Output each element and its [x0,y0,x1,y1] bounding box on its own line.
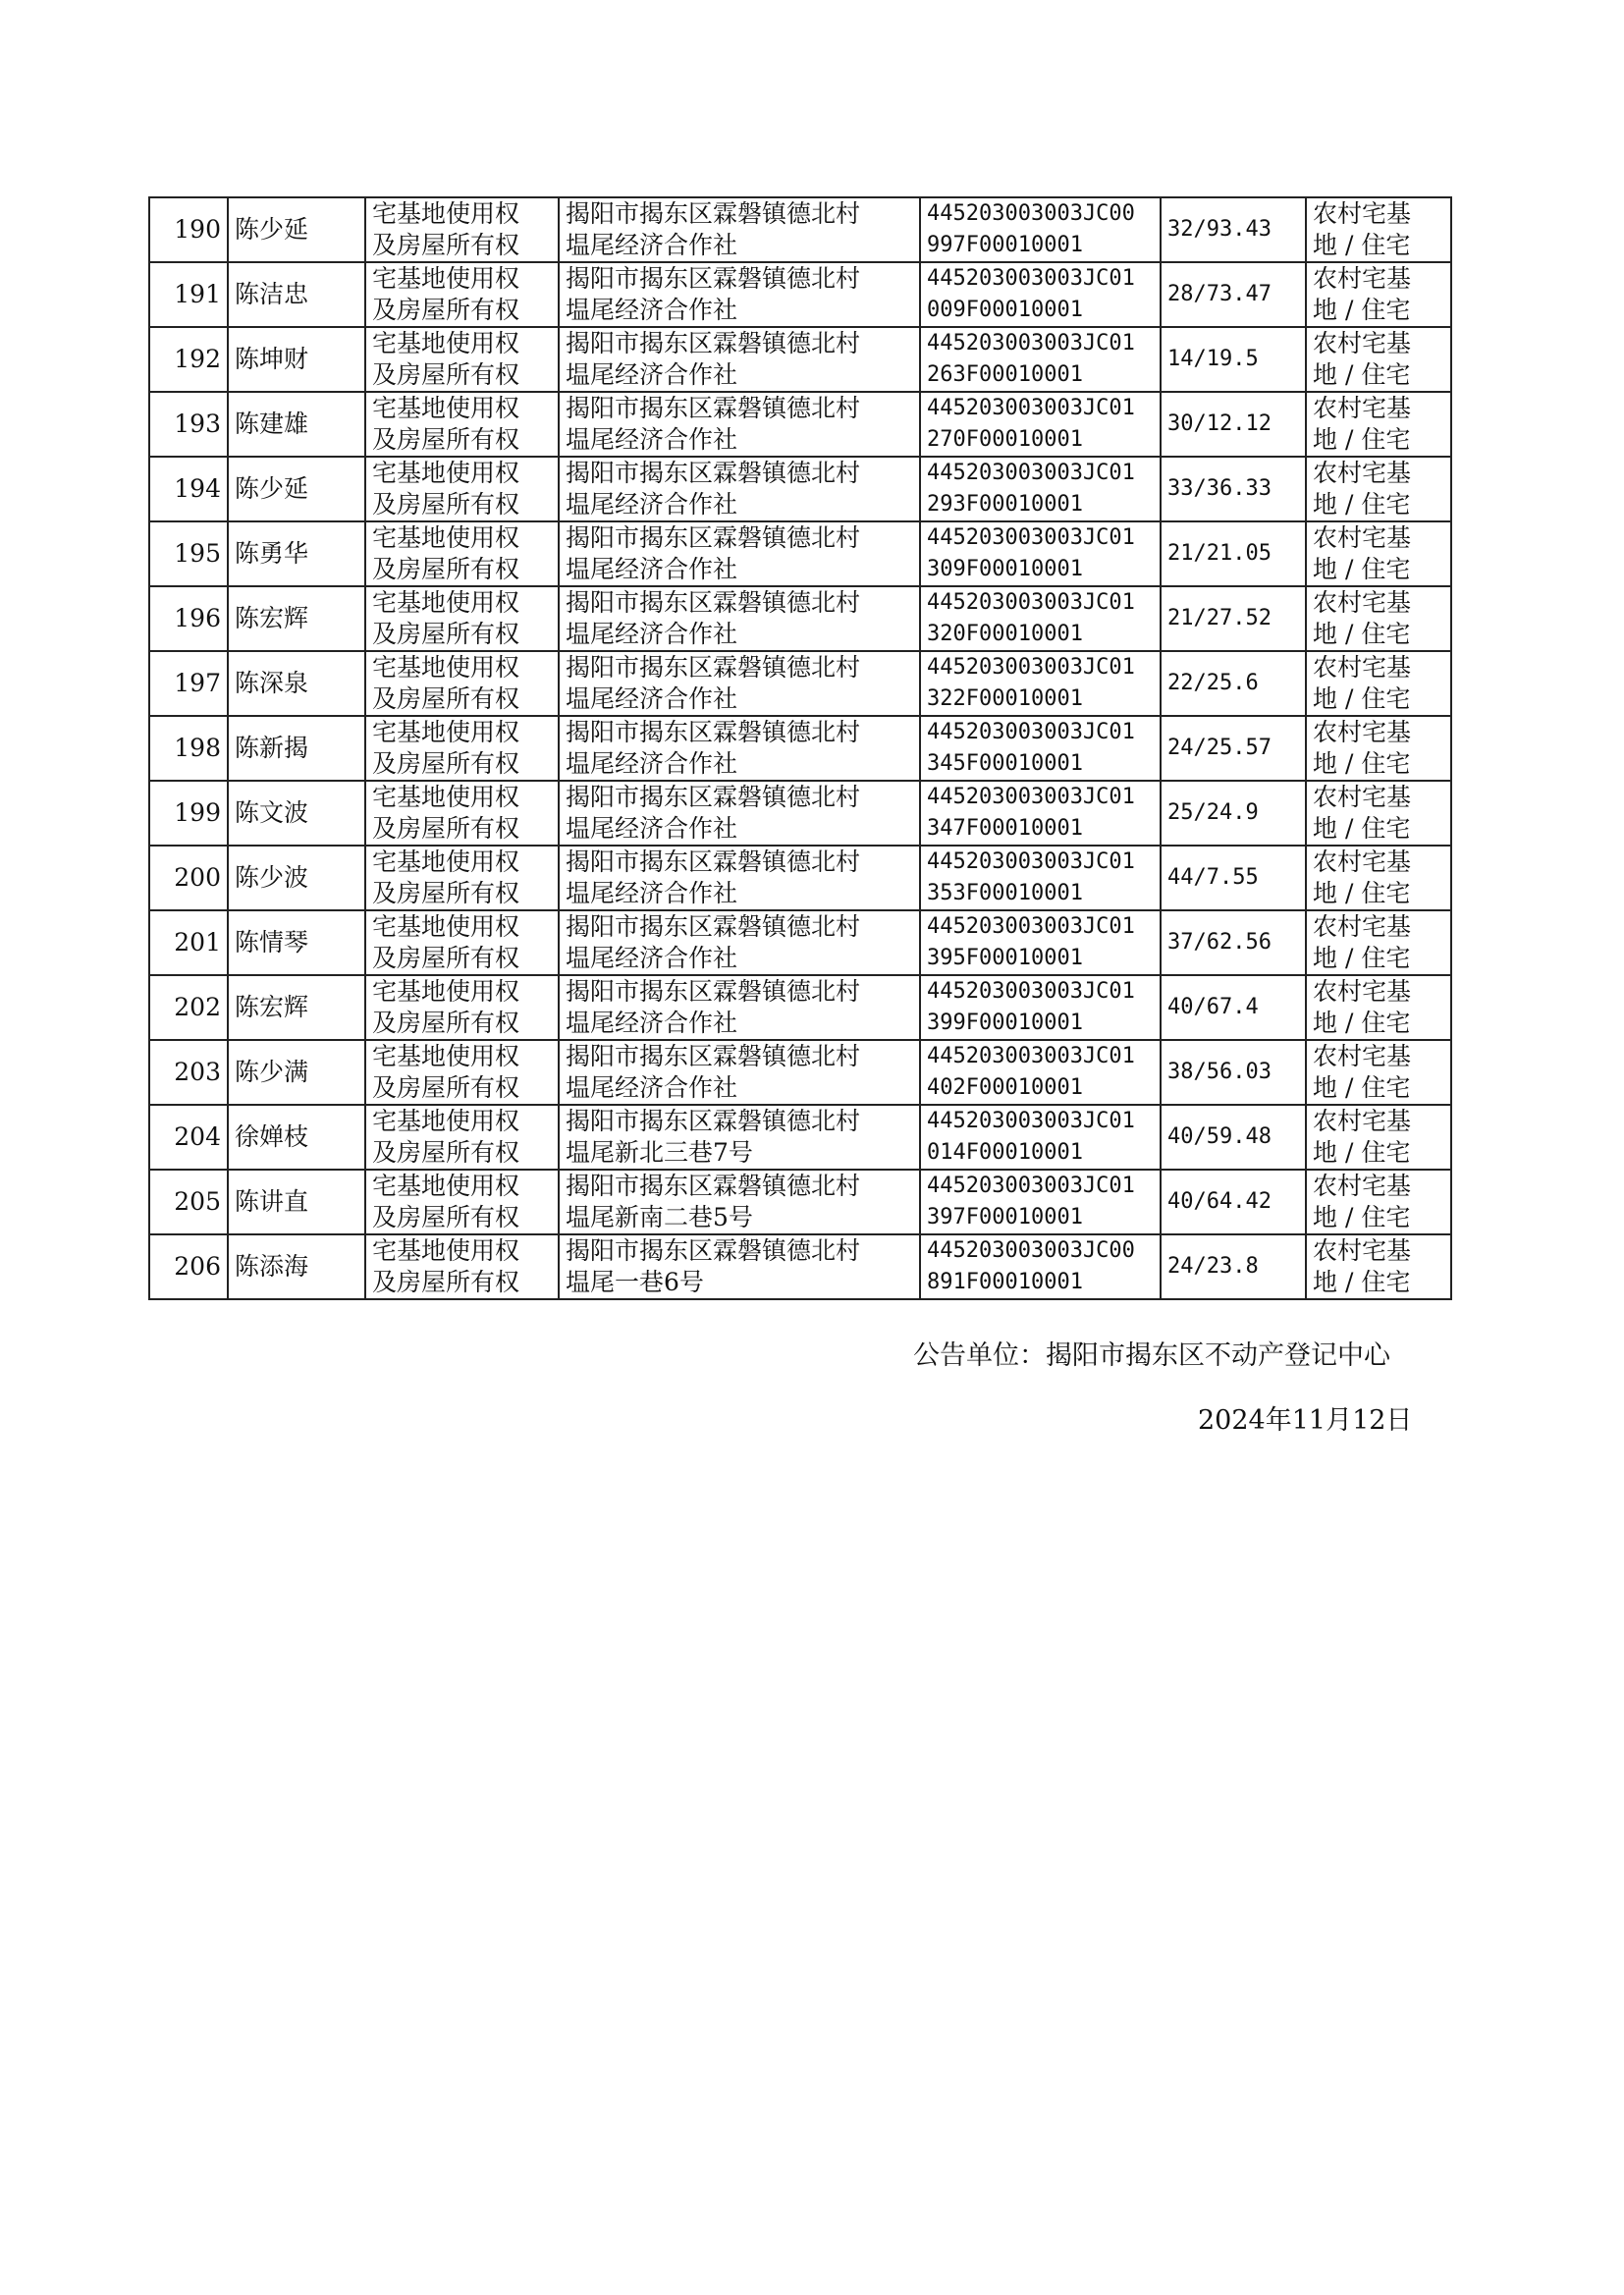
property-location-line: 塭尾新北三巷7号 [566,1138,753,1167]
property-location-line: 塭尾经济合作社 [566,684,738,713]
unit-code [920,1170,1161,1234]
usage-line: 地 / 住宅 [1313,1073,1411,1102]
property-location-line: 揭阳市揭东区霖磐镇德北村 [566,459,861,487]
right-type-line: 及房屋所有权 [372,1009,520,1037]
property-location-line: 塭尾经济合作社 [566,296,738,324]
property-location-line: 揭阳市揭东区霖磐镇德北村 [566,783,861,811]
property-location [559,846,920,910]
right-type-line: 及房屋所有权 [372,360,520,389]
usage-line: 农村宅基 [1313,977,1412,1006]
unit-code-line: 009F00010001 [927,298,1083,322]
area: 24/25.57 [1161,716,1306,781]
property-location [559,910,920,975]
right-type-line: 及房屋所有权 [372,231,520,259]
usage [1306,1170,1451,1234]
row-number: 206 [149,1234,228,1299]
owner-name: 陈宏辉 [228,975,365,1040]
unit-code-line: 293F00010001 [927,492,1083,517]
unit-code [920,651,1161,716]
area: 32/93.43 [1161,197,1306,262]
area: 21/27.52 [1161,586,1306,651]
unit-code-line: 445203003003JC00 [927,201,1135,226]
property-location-line: 揭阳市揭东区霖磐镇德北村 [566,977,861,1006]
usage [1306,781,1451,846]
usage-line: 地 / 住宅 [1313,1268,1411,1296]
property-location-line: 塭尾经济合作社 [566,944,738,972]
property-location [559,262,920,327]
right-type-line: 宅基地使用权 [372,977,520,1006]
usage-line: 地 / 住宅 [1313,1138,1411,1167]
unit-code-line: 445203003003JC01 [927,785,1135,809]
unit-code [920,1105,1161,1170]
unit-code [920,1234,1161,1299]
usage-line: 农村宅基 [1313,847,1412,876]
right-type-line: 宅基地使用权 [372,523,520,552]
unit-code [920,457,1161,521]
property-location-line: 塭尾经济合作社 [566,879,738,907]
unit-code-line: 445203003003JC01 [927,461,1135,485]
table-row [149,586,1451,651]
row-number: 191 [149,262,228,327]
usage-line: 地 / 住宅 [1313,1009,1411,1037]
right-type-line: 宅基地使用权 [372,847,520,876]
row-number: 200 [149,846,228,910]
usage-line: 地 / 住宅 [1313,944,1411,972]
right-type-line: 宅基地使用权 [372,783,520,811]
unit-code [920,197,1161,262]
unit-code-line: 445203003003JC01 [927,655,1135,680]
usage-line: 农村宅基 [1313,1236,1412,1265]
area: 37/62.56 [1161,910,1306,975]
usage-line: 地 / 住宅 [1313,814,1411,843]
right-type [365,521,559,586]
unit-code-line: 397F00010001 [927,1205,1083,1229]
right-type-line: 及房屋所有权 [372,296,520,324]
row-number: 192 [149,327,228,392]
usage-line: 农村宅基 [1313,588,1412,617]
unit-code [920,586,1161,651]
usage [1306,910,1451,975]
right-type-line: 及房屋所有权 [372,749,520,778]
unit-code-line: 445203003003JC01 [927,525,1135,550]
property-location-line: 塭尾经济合作社 [566,620,738,648]
owner-name: 陈建雄 [228,392,365,457]
table-row [149,651,1451,716]
owner-name: 陈文波 [228,781,365,846]
right-type-line: 及房屋所有权 [372,814,520,843]
unit-code [920,716,1161,781]
usage-line: 农村宅基 [1313,523,1412,552]
usage-line: 地 / 住宅 [1313,749,1411,778]
property-location [559,1234,920,1299]
property-location-line: 揭阳市揭东区霖磐镇德北村 [566,912,861,941]
row-number: 195 [149,521,228,586]
usage-line: 地 / 住宅 [1313,620,1411,648]
right-type-line: 及房屋所有权 [372,620,520,648]
property-location-line: 揭阳市揭东区霖磐镇德北村 [566,394,861,422]
right-type-line: 宅基地使用权 [372,394,520,422]
usage-line: 地 / 住宅 [1313,296,1411,324]
unit-code-line: 263F00010001 [927,362,1083,387]
unit-code [920,846,1161,910]
row-number: 198 [149,716,228,781]
owner-name: 陈勇华 [228,521,365,586]
right-type [365,1170,559,1234]
right-type [365,910,559,975]
property-location-line: 揭阳市揭东区霖磐镇德北村 [566,653,861,682]
usage-line: 农村宅基 [1313,394,1412,422]
right-type-line: 宅基地使用权 [372,264,520,293]
owner-name: 陈少满 [228,1040,365,1105]
table-row [149,1105,1451,1170]
right-type [365,1105,559,1170]
area: 14/19.5 [1161,327,1306,392]
unit-code [920,975,1161,1040]
right-type-line: 及房屋所有权 [372,944,520,972]
area: 44/7.55 [1161,846,1306,910]
usage-line: 农村宅基 [1313,1107,1412,1135]
area: 40/67.4 [1161,975,1306,1040]
unit-code-line: 347F00010001 [927,816,1083,841]
right-type-line: 宅基地使用权 [372,1236,520,1265]
table-row [149,392,1451,457]
area: 25/24.9 [1161,781,1306,846]
property-location [559,1170,920,1234]
row-number: 194 [149,457,228,521]
usage-line: 地 / 住宅 [1313,684,1411,713]
announcement-date: 2024年11月12日 [1198,1405,1413,1436]
unit-code [920,1040,1161,1105]
unit-code-line: 445203003003JC01 [927,979,1135,1004]
usage [1306,521,1451,586]
unit-code-line: 309F00010001 [927,557,1083,581]
right-type [365,716,559,781]
row-number: 201 [149,910,228,975]
owner-name: 陈洁忠 [228,262,365,327]
property-location-line: 塭尾一巷6号 [566,1268,704,1296]
usage [1306,197,1451,262]
right-type-line: 宅基地使用权 [372,1107,520,1135]
table-row [149,1170,1451,1234]
property-location [559,651,920,716]
table-row [149,846,1451,910]
right-type [365,1040,559,1105]
owner-name: 陈少波 [228,846,365,910]
right-type [365,1234,559,1299]
usage [1306,1105,1451,1170]
unit-code-line: 445203003003JC01 [927,1174,1135,1198]
row-number: 204 [149,1105,228,1170]
property-location-line: 塭尾新南二巷5号 [566,1203,753,1231]
right-type-line: 宅基地使用权 [372,653,520,682]
unit-code [920,392,1161,457]
property-location [559,716,920,781]
right-type-line: 宅基地使用权 [372,1172,520,1200]
row-number: 205 [149,1170,228,1234]
unit-code-line: 445203003003JC01 [927,590,1135,615]
usage-line: 地 / 住宅 [1313,425,1411,454]
records-table [148,196,1452,1300]
usage-line: 地 / 住宅 [1313,1203,1411,1231]
area: 33/36.33 [1161,457,1306,521]
unit-code [920,781,1161,846]
property-location [559,975,920,1040]
property-location-line: 揭阳市揭东区霖磐镇德北村 [566,523,861,552]
owner-name: 陈深泉 [228,651,365,716]
right-type-line: 及房屋所有权 [372,684,520,713]
unit-code-line: 399F00010001 [927,1011,1083,1035]
table-row [149,262,1451,327]
property-location-line: 揭阳市揭东区霖磐镇德北村 [566,1236,861,1265]
table-row [149,1234,1451,1299]
unit-code-line: 395F00010001 [927,946,1083,970]
area: 40/59.48 [1161,1105,1306,1170]
area: 38/56.03 [1161,1040,1306,1105]
right-type [365,846,559,910]
right-type-line: 宅基地使用权 [372,588,520,617]
property-location-line: 揭阳市揭东区霖磐镇德北村 [566,1042,861,1070]
unit-code-line: 445203003003JC00 [927,1238,1135,1263]
unit-code-line: 891F00010001 [927,1270,1083,1294]
property-location-line: 揭阳市揭东区霖磐镇德北村 [566,199,861,228]
unit-code-line: 445203003003JC01 [927,1109,1135,1133]
property-location-line: 塭尾经济合作社 [566,814,738,843]
unit-code-line: 445203003003JC01 [927,849,1135,874]
usage-line: 农村宅基 [1313,199,1412,228]
table-row [149,197,1451,262]
right-type [365,327,559,392]
usage-line: 农村宅基 [1313,329,1412,357]
table-row [149,910,1451,975]
row-number: 190 [149,197,228,262]
right-type-line: 及房屋所有权 [372,1203,520,1231]
unit-code-line: 445203003003JC01 [927,266,1135,291]
unit-code-line: 445203003003JC01 [927,331,1135,355]
property-location [559,392,920,457]
usage [1306,1234,1451,1299]
unit-code-line: 014F00010001 [927,1140,1083,1165]
property-location-line: 塭尾经济合作社 [566,231,738,259]
usage [1306,1040,1451,1105]
right-type-line: 及房屋所有权 [372,1138,520,1167]
property-location-line: 塭尾经济合作社 [566,1073,738,1102]
row-number: 199 [149,781,228,846]
property-location-line: 揭阳市揭东区霖磐镇德北村 [566,1107,861,1135]
unit-code-line: 353F00010001 [927,881,1083,905]
property-location-line: 塭尾经济合作社 [566,490,738,519]
property-location [559,781,920,846]
right-type-line: 及房屋所有权 [372,879,520,907]
unit-code-line: 322F00010001 [927,686,1083,711]
table-row [149,521,1451,586]
usage-line: 地 / 住宅 [1313,490,1411,519]
usage [1306,975,1451,1040]
unit-code [920,262,1161,327]
right-type-line: 宅基地使用权 [372,329,520,357]
right-type [365,197,559,262]
table-row [149,716,1451,781]
property-location-line: 塭尾经济合作社 [566,425,738,454]
unit-code-line: 270F00010001 [927,427,1083,452]
right-type-line: 及房屋所有权 [372,1073,520,1102]
property-location-line: 揭阳市揭东区霖磐镇德北村 [566,588,861,617]
unit-code-line: 445203003003JC01 [927,720,1135,744]
area: 30/12.12 [1161,392,1306,457]
right-type [365,392,559,457]
right-type-line: 及房屋所有权 [372,1268,520,1296]
right-type [365,781,559,846]
unit-code [920,910,1161,975]
property-location [559,197,920,262]
usage [1306,327,1451,392]
right-type-line: 宅基地使用权 [372,912,520,941]
records-body [149,197,1451,1299]
usage [1306,392,1451,457]
property-location [559,457,920,521]
property-location-line: 揭阳市揭东区霖磐镇德北村 [566,329,861,357]
property-location [559,1105,920,1170]
usage-line: 农村宅基 [1313,653,1412,682]
owner-name: 陈宏辉 [228,586,365,651]
usage [1306,716,1451,781]
owner-name: 陈坤财 [228,327,365,392]
property-location-line: 塭尾经济合作社 [566,749,738,778]
area: 24/23.8 [1161,1234,1306,1299]
right-type [365,262,559,327]
unit-code [920,327,1161,392]
row-number: 196 [149,586,228,651]
property-location [559,521,920,586]
property-location [559,1040,920,1105]
usage-line: 农村宅基 [1313,783,1412,811]
area: 40/64.42 [1161,1170,1306,1234]
unit-code-line: 445203003003JC01 [927,914,1135,939]
right-type-line: 宅基地使用权 [372,459,520,487]
right-type-line: 宅基地使用权 [372,1042,520,1070]
announcing-unit: 公告单位：揭阳市揭东区不动产登记中心 [913,1340,1390,1371]
unit-code-line: 402F00010001 [927,1075,1083,1100]
usage-line: 农村宅基 [1313,459,1412,487]
usage-line: 地 / 住宅 [1313,879,1411,907]
table-row [149,1040,1451,1105]
table-row [149,327,1451,392]
unit-code-line: 445203003003JC01 [927,396,1135,420]
table-row [149,975,1451,1040]
usage-line: 农村宅基 [1313,264,1412,293]
right-type-line: 及房屋所有权 [372,490,520,519]
owner-name: 陈添海 [228,1234,365,1299]
owner-name: 陈情琴 [228,910,365,975]
usage [1306,457,1451,521]
table-row [149,781,1451,846]
property-location-line: 揭阳市揭东区霖磐镇德北村 [566,264,861,293]
usage-line: 地 / 住宅 [1313,360,1411,389]
row-number: 203 [149,1040,228,1105]
owner-name: 陈讲直 [228,1170,365,1234]
property-location-line: 揭阳市揭东区霖磐镇德北村 [566,1172,861,1200]
usage-line: 农村宅基 [1313,1172,1412,1200]
unit-code-line: 345F00010001 [927,751,1083,776]
usage-line: 地 / 住宅 [1313,231,1411,259]
right-type-line: 宅基地使用权 [372,718,520,746]
right-type [365,457,559,521]
usage-line: 地 / 住宅 [1313,555,1411,583]
unit-code-line: 320F00010001 [927,622,1083,646]
property-location-line: 塭尾经济合作社 [566,1009,738,1037]
usage-line: 农村宅基 [1313,1042,1412,1070]
owner-name: 陈少延 [228,197,365,262]
property-location [559,327,920,392]
right-type [365,651,559,716]
right-type-line: 及房屋所有权 [372,555,520,583]
right-type-line: 宅基地使用权 [372,199,520,228]
usage [1306,846,1451,910]
usage-line: 农村宅基 [1313,718,1412,746]
owner-name: 陈新揭 [228,716,365,781]
row-number: 193 [149,392,228,457]
property-location-line: 塭尾经济合作社 [566,555,738,583]
area: 22/25.6 [1161,651,1306,716]
owner-name: 徐婵枝 [228,1105,365,1170]
property-location [559,586,920,651]
property-location-line: 揭阳市揭东区霖磐镇德北村 [566,847,861,876]
right-type [365,975,559,1040]
right-type-line: 及房屋所有权 [372,425,520,454]
table-row [149,457,1451,521]
usage-line: 农村宅基 [1313,912,1412,941]
unit-code-line: 997F00010001 [927,233,1083,257]
property-location-line: 塭尾经济合作社 [566,360,738,389]
area: 28/73.47 [1161,262,1306,327]
row-number: 197 [149,651,228,716]
right-type [365,586,559,651]
unit-code [920,521,1161,586]
usage [1306,651,1451,716]
owner-name: 陈少延 [228,457,365,521]
row-number: 202 [149,975,228,1040]
area: 21/21.05 [1161,521,1306,586]
unit-code-line: 445203003003JC01 [927,1044,1135,1068]
property-location-line: 揭阳市揭东区霖磐镇德北村 [566,718,861,746]
usage [1306,586,1451,651]
usage [1306,262,1451,327]
